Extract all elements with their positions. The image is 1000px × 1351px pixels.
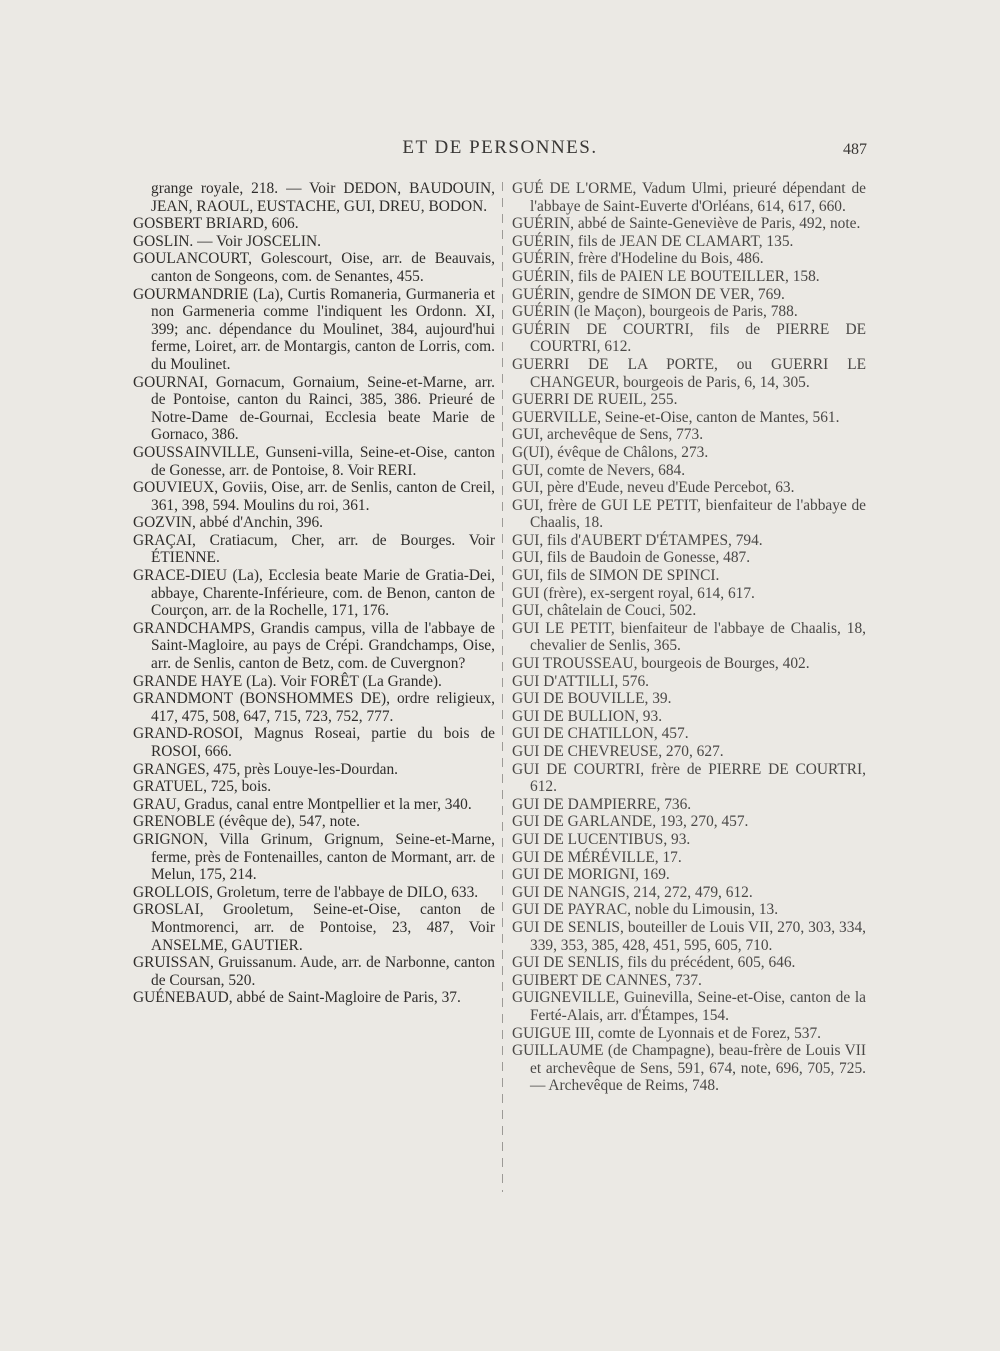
index-entry: GUÉRIN DE COURTRI, fils de PIERRE DE COURTRI, 612. [512,320,866,356]
index-entry: GROLLOIS, Groletum, terre de l'abbaye de DILO, 633. [133,883,479,901]
right-index-column [512,180,866,1095]
index-entry: GUÉRIN, abbé de Sainte-Geneviève de Paris, 492, note. [512,215,861,233]
index-entry: GUÉRIN (le Maçon), bourgeois de Paris, 788. [512,303,798,321]
index-entry: GRANDMONT (BONSHOMMES DE), ordre religieux, 417, 475, 508, 647, 715, 723, 752, 777. [133,690,495,725]
index-entry: GUI, archevêque de Sens, 773. [512,426,704,444]
page-number: 487 [843,141,867,158]
index-entry: GUI DE NANGIS, 214, 272, 479, 612. [512,883,753,901]
index-entry: GUÉRIN, fils de PAIEN LE BOUTEILLER, 158. [512,267,820,285]
index-entry: G(UI), évêque de Châlons, 273. [512,443,709,461]
index-entry: GOULANCOURT, Golescourt, Oise, arr. de Beauvais, canton de Songeons, com. de Senantes, 455. [133,250,495,285]
index-entry: GUI DE COURTRI, frère de PIERRE DE COURTRI, 612. [512,760,866,796]
index-entry: GOUVIEUX, Goviis, Oise, arr. de Senlis, canton de Creil, 361, 398, 594. Moulins du roi, 361. [133,479,495,514]
running-header: ET DE PERSONNES. [402,137,598,158]
index-entry: GROSLAI, Grooletum, Seine-et-Oise, canton de Montmorenci, arr. de Pontoise, 23, 487, Voir ANSELME, GAUTIER. [133,901,495,954]
index-entry: GUI DE MÉRÉVILLE, 17. [512,848,682,866]
index-entry: GRANDCHAMPS, Grandis campus, villa de l'abbaye de Saint-Magloire, au pays de Crépi. Grandchamps, Oise, arr. de Senlis, canton de Betz, com. de Cuvergnon? [133,619,495,673]
index-entry: GOURMANDRIE (La), Curtis Romaneria, Gurmaneria et non Garmeneria comme l'indiquent les Ordonn. XI, 399; anc. dépendance du Moulinet, 384, aujourd'hui ferme, Loiret, arr. de Montargis, canton de Lorris, com. du Moulinet. [133,285,495,373]
index-entry: GUI DE MORIGNI, 169. [512,866,670,884]
index-entry: GRAND-ROSOI, Magnus Roseai, partie du bois de ROSOI, 666. [133,725,495,760]
index-entry: GUÉRIN, gendre de SIMON DE VER, 769. [512,285,785,303]
index-entry: GRENOBLE (évêque de), 547, note. [133,813,360,831]
index-entry: GUILLAUME (de Champagne), beau-frère de Louis VII et archevêque de Sens, 591, 674, note, 696, 705, 725. — Archevêque de Reims, 748. [512,1042,866,1095]
index-entry: GUI DE CHATILLON, 457. [512,725,689,743]
index-entry: GUIGUE III, comte de Lyonnais et de Forez, 537. [512,1024,822,1042]
index-entry: GUI LE PETIT, bienfaiteur de l'abbaye de Chaalis, 18, chevalier de Senlis, 365. [512,619,866,655]
index-entry: GUERVILLE, Seine-et-Oise, canton de Mantes, 561. [512,408,840,426]
index-entry: GUI, châtelain de Couci, 502. [512,602,697,620]
index-entry: GUI DE BULLION, 93. [512,707,663,725]
index-entry: GUI DE BOUVILLE, 39. [512,690,672,708]
index-entry: grange royale, 218. — Voir DEDON, BAUDOUIN, JEAN, RAOUL, EUSTACHE, GUI, DREU, BODON. [151,180,495,215]
index-entry: GUI DE PAYRAC, noble du Limousin, 13. [512,901,779,919]
index-entry: GUÉ DE L'ORME, Vadum Ulmi, prieuré dépendant de l'abbaye de Saint-Euverte d'Orléans, 614, 617, 660. [512,180,866,215]
index-entry: GUIBERT DE CANNES, 737. [512,971,702,989]
index-entry: GUI D'ATTILLI, 576. [512,672,649,690]
index-entry: GRUISSAN, Gruissanum. Aude, arr. de Narbonne, canton de Coursan, 520. [133,954,495,989]
left-index-column [133,180,495,1007]
index-entry: GUI DE GARLANDE, 193, 270, 457. [512,813,749,831]
index-entry: GOSBERT BRIARD, 606. [133,215,299,233]
index-entry: GRATUEL, 725, bois. [133,778,272,796]
index-entry: GUÉRIN, frère d'Hodeline du Bois, 486. [512,250,764,268]
index-entry: GUI, père d'Eude, neveu d'Eude Percebot, 63. [512,479,795,497]
index-entry: GUERRI DE RUEIL, 255. [512,391,678,409]
index-entry: GOURNAI, Gornacum, Gornaium, Seine-et-Marne, arr. de Pontoise, canton du Rainci, 385, 386. Prieuré de Notre-Dame de-Gournai, Ecclesia beate Marie de Gornaco, 386. [133,373,495,444]
index-entry: GRIGNON, Villa Grinum, Grignum, Seine-et-Marne, ferme, près de Fontenailles, canton de Mormant, arr. de Melun, 175, 214. [133,830,495,884]
index-entry: GUI DE CHEVREUSE, 270, 627. [512,743,724,760]
index-entry: GUI DE LUCENTIBUS, 93. [512,830,691,848]
index-entry: GUÉNEBAUD, abbé de Saint-Magloire de Paris, 37. [133,989,461,1007]
index-entry: GUI, fils de SIMON DE SPINCI. [512,567,720,585]
index-entry: GRAÇAI, Cratiacum, Cher, arr. de Bourges. Voir ÉTIENNE. [133,531,495,567]
index-entry: GUERRI DE LA PORTE, ou GUERRI LE CHANGEUR, bourgeois de Paris, 6, 14, 305. [512,355,866,391]
column-divider [502,182,503,1192]
index-entry: GUI DE DAMPIERRE, 736. [512,795,692,813]
index-entry: GUI TROUSSEAU, bourgeois de Bourges, 402. [512,655,810,673]
index-entry: GOUSSAINVILLE, Gunseni-villa, Seine-et-Oise, canton de Gonesse, arr. de Pontoise, 8. Voir RERI. [133,443,495,479]
index-entry: GUI DE SENLIS, fils du précédent, 605, 646. [512,954,796,972]
index-entry: GOSLIN. — Voir JOSCELIN. [133,232,321,250]
index-entry: GRANGES, 475, près Louye-les-Dourdan. [133,760,399,778]
index-entry: GOZVIN, abbé d'Anchin, 396. [133,514,323,532]
index-entry: GUI, fils d'AUBERT D'ÉTAMPES, 794. [512,531,763,549]
index-entry: GUIGNEVILLE, Guinevilla, Seine-et-Oise, canton de la Ferté-Alais, arr. d'Étampes, 154. [512,989,866,1024]
index-entry: GRAU, Gradus, canal entre Montpellier et la mer, 340. [133,795,472,813]
index-entry: GUI DE SENLIS, bouteiller de Louis VII, 270, 303, 334, 339, 353, 385, 428, 451, 595, 605, 710. [512,918,866,954]
index-entry: GUI, frère de GUI LE PETIT, bienfaiteur de l'abbaye de Chaalis, 18. [512,496,866,532]
index-entry: GUI, fils de Baudoin de Gonesse, 487. [512,549,751,567]
index-entry: GRACE-DIEU (La), Ecclesia beate Marie de Gratia-Dei, abbaye, Charente-Inférieure, com. de Benon, canton de Courçon, arr. de la Rochelle, 171, 176. [133,567,495,620]
index-entry: GUI, comte de Nevers, 684. [512,461,686,479]
index-entry: GUÉRIN, fils de JEAN DE CLAMART, 135. [512,232,794,250]
index-entry: GRANDE HAYE (La). Voir FORÊT (La Grande). [133,672,442,690]
index-entry: GUI (frère), ex-sergent royal, 614, 617. [512,584,755,602]
